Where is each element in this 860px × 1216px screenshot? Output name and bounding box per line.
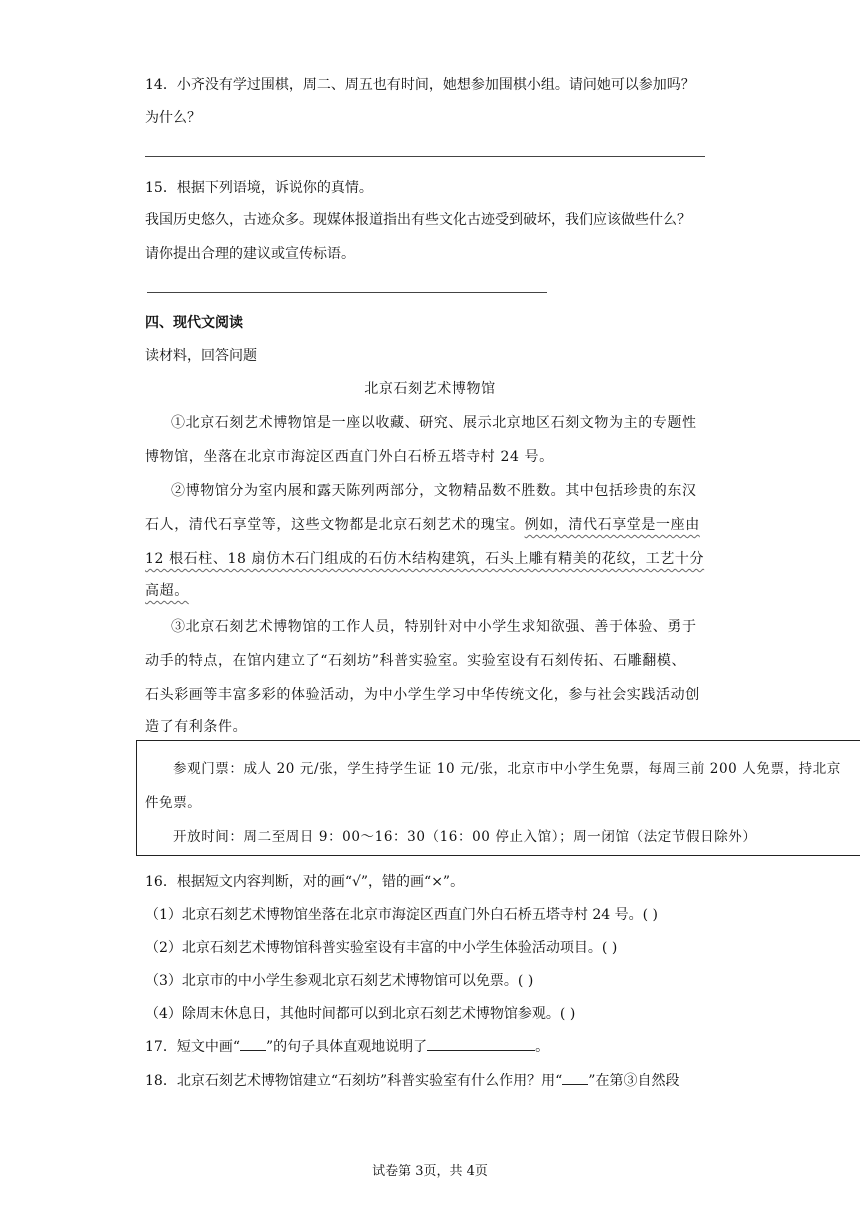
page-footer: 试卷第 3页，共 4页 [372,1164,488,1179]
info-box [136,740,860,856]
q14-answer-line[interactable] [145,156,705,157]
section-heading: 四、现代文阅读 [145,315,243,331]
q16-item-2[interactable]: （2）北京石刻艺术博物馆科普实验室设有丰富的中小学生体验活动项目。( ) [145,940,618,956]
article-p2-underlined-start: 例如，清代石享堂是一座由 [524,517,700,533]
q17-text-3: 。 [535,1039,550,1055]
q16-stem: 16．根据短文内容判断，对的画“√”，错的画“×”。 [145,874,465,890]
q18-underline-sample [562,1072,588,1085]
q14-line1: 14．小齐没有学过围棋，周二、周五也有时间，她想参加围棋小组。请问她可以参加吗？ [145,77,695,93]
q18 [145,1070,679,1090]
article-p3-line4: 造了有利条件。 [145,719,248,735]
article-p2-line2 [145,514,700,534]
article-p3-line1: ③北京石刻艺术博物馆的工作人员，特别针对中小学生求知欲强、善于体验、勇于 [171,619,697,635]
article-p2-line1: ②博物馆分为室内展和露天陈列两部分，文物精品数不胜数。其中包括珍贵的东汉 [171,483,697,499]
q15-line2: 我国历史悠久，古迹众多。现媒体报道指出有些文化古迹受到破坏，我们应该做些什么？ [145,212,691,228]
q18-text-2: ”在第③自然段 [588,1073,680,1089]
article-p2-line4: 高超。 [145,583,189,599]
q16-item-3[interactable]: （3）北京市的中小学生参观北京石刻艺术博物馆可以免票。( ) [145,973,534,989]
article-p1-line1: ①北京石刻艺术博物馆是一座以收藏、研究、展示北京地区石刻文物为主的专题性 [171,415,697,431]
ticket-info-line2: 件免票。 [145,795,202,811]
opening-hours: 开放时间：周二至周日 9：00～16：30（16：00 停止入馆）；周一闭馆（法定节假日除外） [173,829,757,845]
q15-line3: 请你提出合理的建议或宣传标语。 [145,246,355,262]
section-instruction: 读材料，回答问题 [145,348,257,364]
ticket-info-line1: 参观门票：成人 20 元/张，学生持学生证 10 元/张，北京市中小学生免票，每周三前 200 人免票，持北京 [173,761,841,777]
q15-answer-line[interactable] [147,292,547,293]
q17-text-1: 17．短文中画“ [145,1039,240,1055]
article-p3-line2: 动手的特点，在馆内建立了“石刻坊”科普实验室。实验室设有石刻传拓、石雕翻模、 [145,653,687,669]
q15-line1: 15．根据下列语境，诉说你的真情。 [145,180,373,196]
article-p2-line3: 12 根石柱、18 扇仿木石门组成的石仿木结构建筑，石头上雕有精美的花纹，工艺十分 [145,551,705,567]
article-p2-line2-plain: 石人，清代石享堂等，这些文物都是北京石刻艺术的瑰宝。 [145,517,525,533]
article-title: 北京石刻艺术博物馆 [364,381,496,397]
q17-text-2: ”的句子具体直观地说明了 [265,1039,428,1055]
q17-underline-sample [240,1038,266,1051]
article-p1-line2: 博物馆，坐落在北京市海淀区西直门外白石桥五塔寺村 24 号。 [145,449,554,465]
q14-line2: 为什么？ [145,110,201,126]
q16-item-1[interactable]: （1）北京石刻艺术博物馆坐落在北京市海淀区西直门外白石桥五塔寺村 24 号。( ) [145,907,658,923]
article-p3-line3: 石头彩画等丰富多彩的体验活动，为中小学生学习中华传统文化，参与社会实践活动创 [145,687,700,703]
q17 [145,1036,549,1056]
q18-text-1: 18．北京石刻艺术博物馆建立“石刻坊”科普实验室有什么作用？用“ [145,1073,563,1089]
q16-item-4[interactable]: （4）除周末休息日，其他时间都可以到北京石刻艺术博物馆参观。( ) [145,1006,576,1022]
q17-answer-blank[interactable] [427,1038,535,1051]
